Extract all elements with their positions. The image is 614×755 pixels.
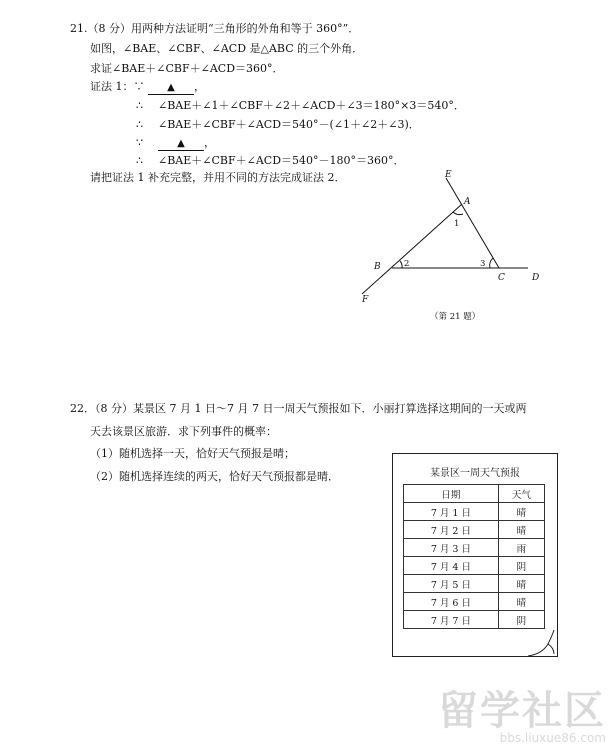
- proof1-step-3: [136, 154, 405, 168]
- step3-text: ∠BAE＋∠CBF＋∠ACD＝540°－180°＝360°．: [158, 154, 405, 167]
- table-row: [404, 557, 545, 575]
- header-date: 日期: [404, 485, 499, 503]
- angle-3-arc: [490, 258, 493, 268]
- label-angle-1: 1: [454, 219, 460, 229]
- weather-cell: 晴: [498, 593, 544, 611]
- proof1-line-1: [90, 80, 205, 95]
- proof-label: 证法 1：∵: [90, 80, 145, 93]
- answer-blank-2[interactable]: ▲: [158, 138, 204, 151]
- q22-line-1: 22．（8 分）某景区 7 月 1 日～7 月 7 日一周天气预报如下．小丽打算选择这期间的一天或两: [70, 402, 527, 415]
- date-cell: 7 月 3 日: [404, 539, 499, 557]
- proof1-line-4: [136, 136, 215, 151]
- table-row: [404, 611, 545, 629]
- step2-text: ∠BAE＋∠CBF＋∠ACD＝540°－(∠1＋∠2＋∠3)．: [158, 118, 420, 131]
- line-fba: [362, 204, 462, 294]
- step1-text: ∠BAE＋∠1＋∠CBF＋∠2＋∠ACD＋∠3＝180°×3＝540°．: [158, 99, 465, 112]
- q22-line-2: 天去该景区旅游．求下列事件的概率：: [90, 425, 277, 438]
- label-D: D: [532, 273, 540, 283]
- q21-instruction: 请把证法 1 补充完整，并用不同的方法完成证法 2．: [90, 171, 346, 184]
- weather-cell: 阴: [498, 557, 544, 575]
- q21-given: 如图，∠BAE、∠CBF、∠ACD 是△ABC 的三个外角．: [90, 42, 364, 55]
- site-watermark: [438, 688, 606, 745]
- therefore-symbol: ∴: [136, 118, 143, 131]
- q22-part-2: （2）随机选择连续的两天，恰好天气预报都是晴．: [90, 470, 339, 483]
- weather-cell: 晴: [498, 503, 544, 521]
- table-row: [404, 539, 545, 557]
- proof1-step-2: [136, 118, 420, 132]
- watermark-url: bbs.liuxue86.com: [499, 731, 606, 745]
- angle-2-arc: [400, 261, 402, 268]
- triangle-figure: [350, 168, 550, 328]
- proof1-step-1: [136, 99, 465, 113]
- figure-caption: （第 21 题）: [430, 312, 481, 322]
- table-row: [404, 593, 545, 611]
- because-symbol: ∵: [136, 136, 143, 149]
- q21-title: 21.（8 分）用两种方法证明“三角形的外角和等于 360°”．: [70, 22, 360, 35]
- therefore-symbol: ∴: [136, 99, 143, 112]
- watermark-logo: 留学社区: [438, 688, 606, 734]
- weather-cell: 晴: [498, 575, 544, 593]
- table-row: [404, 521, 545, 539]
- comma-1: ，: [194, 80, 205, 93]
- date-cell: 7 月 2 日: [404, 521, 499, 539]
- label-E: E: [445, 170, 452, 180]
- date-cell: 7 月 1 日: [404, 503, 499, 521]
- label-angle-3: 3: [480, 259, 486, 269]
- label-A: A: [464, 197, 471, 207]
- therefore-symbol: ∴: [136, 154, 143, 167]
- forecast-table: [403, 484, 545, 629]
- label-F: F: [362, 295, 369, 305]
- label-C: C: [498, 273, 505, 283]
- q21-prove: 求证∠BAE＋∠CBF＋∠ACD＝360°．: [90, 62, 284, 75]
- angle-1-arc: [453, 212, 463, 215]
- weather-cell: 晴: [498, 521, 544, 539]
- table-row: [404, 503, 545, 521]
- table-header-row: [404, 485, 545, 503]
- date-cell: 7 月 5 日: [404, 575, 499, 593]
- comma-2: ，: [204, 136, 215, 149]
- weather-cell: 阴: [498, 611, 544, 629]
- page-curl-icon: [528, 630, 556, 658]
- answer-blank-1[interactable]: ▲: [148, 82, 194, 95]
- label-B: B: [374, 262, 381, 272]
- date-cell: 7 月 7 日: [404, 611, 499, 629]
- q22-part-1: （1）随机选择一天，恰好天气预报是晴；: [90, 447, 295, 460]
- date-cell: 7 月 6 日: [404, 593, 499, 611]
- date-cell: 7 月 4 日: [404, 557, 499, 575]
- forecast-card: [392, 453, 558, 657]
- forecast-title: 某景区一周天气预报: [430, 468, 520, 479]
- label-angle-2: 2: [404, 259, 410, 269]
- weather-cell: 雨: [498, 539, 544, 557]
- header-weather: 天气: [498, 485, 544, 503]
- table-row: [404, 575, 545, 593]
